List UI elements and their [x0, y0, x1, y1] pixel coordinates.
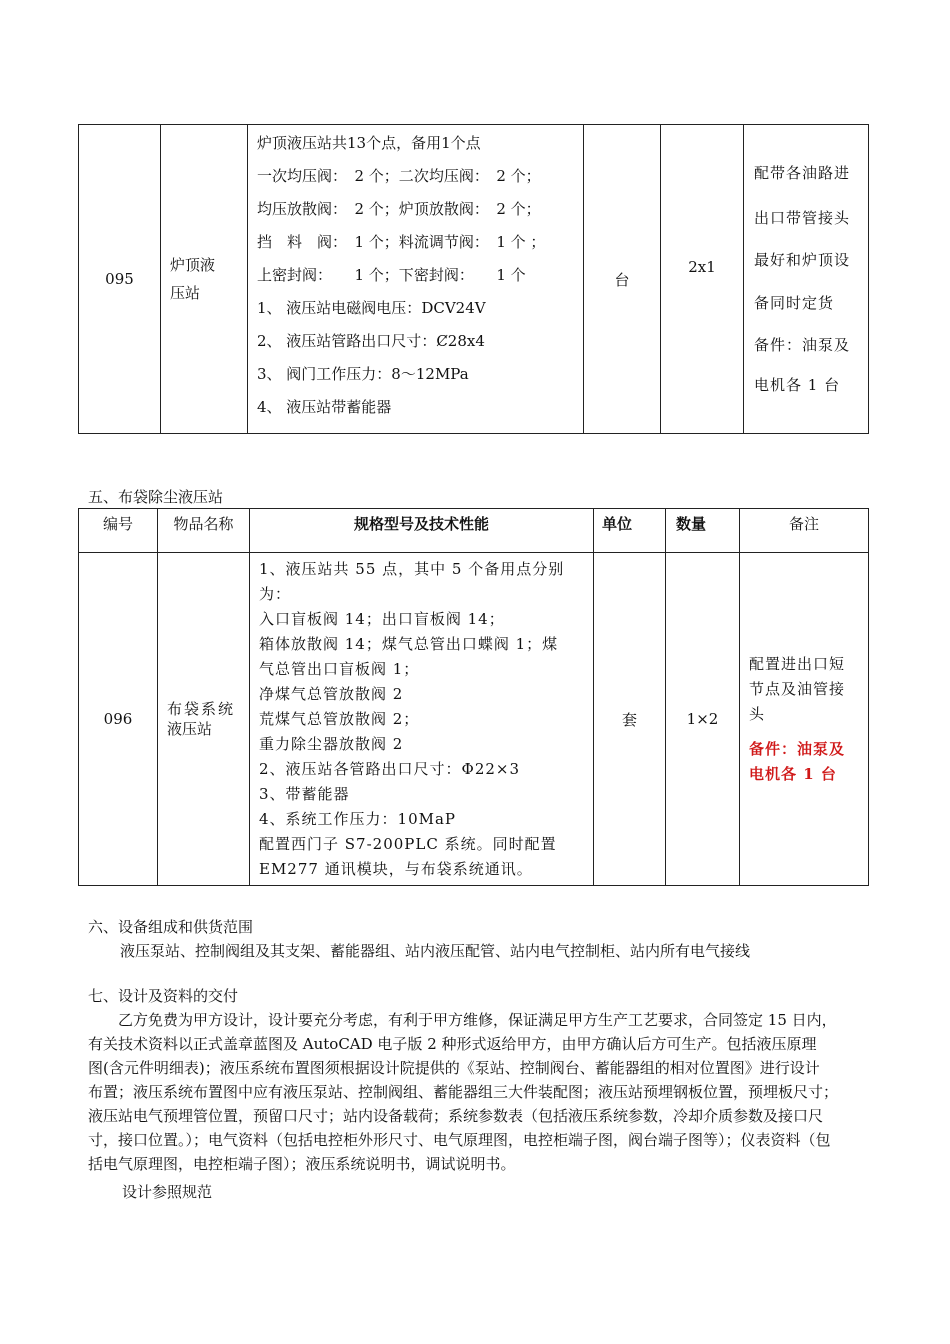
- section-6-text: 液压泵站、控制阀组及其支架、蓄能器组、站内液压配管、站内电气控制柜、站内所有电气接线: [120, 942, 751, 960]
- header-spec: 规格型号及技术性能: [250, 509, 594, 553]
- item-spec: 1、液压站共 55 点，其中 5 个备用点分别 为： 入口盲板阀 14；出口盲板阀 14； 箱体放散阀 14；煤气总管出口蝶阀 1；煤 气总管出口盲板阀 1； 净煤气总管放散阀 2 荒煤气总管放散阀 2； 重力除尘器放散阀 2 2、液压站各管路出口尺寸：Φ22×3 3、带蓄能器 4、系统工作压力：10MaP 配置西门子 S7-200PLC 系统。同时配置 EM277 通讯模块，与布袋系统通讯。: [250, 553, 594, 886]
- section-7-title: 七、设计及资料的交付: [88, 987, 239, 1005]
- item-name: 炉顶液 压站: [161, 125, 248, 434]
- header-unit: 单位: [594, 509, 666, 553]
- table-row: [79, 553, 869, 886]
- item-unit: 台: [584, 125, 661, 434]
- section-7-paragraph: 乙方免费为甲方设计，设计要充分考虑，有利于甲方维修，保证满足甲方生产工艺要求，合同签定 15 日内， 有关技术资料以正式盖章蓝图及 AutoCAD 电子版 2 种形式返给甲方，由甲方确认后方可生产。包括液压原理 图(含元件明细表)；液压系统布置图须根据设计院提供的《泵站、控制阀台、蓄能器组的相对位置图》进行设计 布置；液压系统布置图中应有液压泵站、控制阀组、蓄能器组三大件装配图；液压站预埋钢板位置，预埋板尺寸； 液压站电气预埋管位置，预留口尺寸；站内设备载荷；系统参数表（包括液压系统参数，冷却介质参数及接口尺 寸，接口位置。）；电气资料（包括电控柜外形尺寸、电气原理图，电控柜端子图，阀台端子图等）；仪表资料（包 括电气原理图，电控柜端子图）；液压系统说明书，调试说明书。: [88, 1011, 839, 1173]
- item-quantity: 1×2: [666, 553, 740, 886]
- item-spec: 炉顶液压站共13个点，备用1个点 一次均压阀： 2 个；二次均压阀： 2 个； 均压放散阀： 2 个；炉顶放散阀： 2 个； 挡 料 阀： 1 个；料流调节阀： 1 个 ； 上密封阀： 1 个；下密封阀： 1 个 1、 液压站电磁阀电压：DCV24V 2、 液压站管路出口尺寸：Ȼ28x4 3、 阀门工作压力：8～12MPa 4、 液压站带蓄能器: [248, 125, 584, 434]
- header-code: 编号: [79, 509, 158, 553]
- header-quantity: 数量: [666, 509, 740, 553]
- header-remark: 备注: [740, 509, 869, 553]
- table-row: [79, 125, 869, 434]
- item-code: 096: [79, 553, 158, 886]
- header-name: 物品名称: [158, 509, 250, 553]
- item-code: 095: [79, 125, 161, 434]
- design-norms-label: 设计参照规范: [122, 1183, 213, 1201]
- spare-parts-note: 备件：油泵及: [749, 739, 846, 758]
- item-quantity: 2x1: [661, 125, 744, 434]
- hydraulic-table-2: [78, 508, 869, 886]
- section-6-title: 六、设备组成和供货范围: [88, 918, 254, 936]
- item-remark: 配带各油路进 出口带管接头 最好和炉顶设 备同时定货 备件：油泵及 电机各 1 台: [744, 125, 869, 434]
- item-name: 布袋系统 液压站: [158, 553, 250, 886]
- item-unit: 套: [594, 553, 666, 886]
- table-header-row: [79, 509, 869, 553]
- hydraulic-table-1: [78, 124, 869, 434]
- section-5-title: 五、布袋除尘液压站: [88, 488, 224, 506]
- item-remark: 配置进出口短 节点及油管接 头 备件：油泵及 电机各 1 台: [740, 553, 869, 886]
